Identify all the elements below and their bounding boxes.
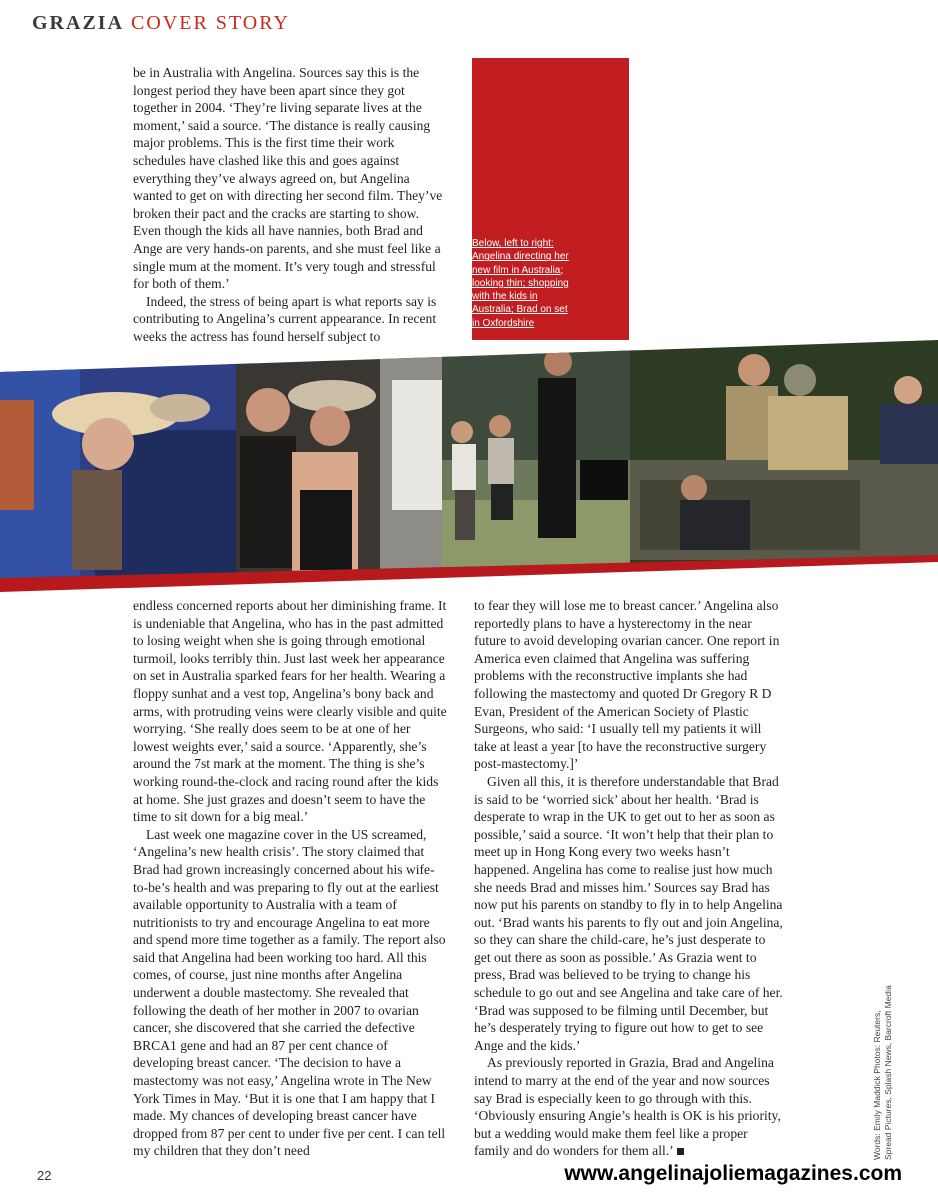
paragraph: Indeed, the stress of being apart is what reports say is contributing to Angelina’s current appearance. In recent weeks the actress has found herself subject to bbox=[133, 293, 437, 344]
website-watermark: www.angelinajoliemagazines.com bbox=[564, 1162, 902, 1185]
end-of-article-mark bbox=[677, 1148, 684, 1155]
credits-line: Words: Emily Maddick Photos: Reuters, bbox=[872, 1010, 882, 1160]
article-column-3 bbox=[474, 597, 784, 1160]
magazine-header bbox=[32, 12, 290, 35]
article-column-1 bbox=[133, 64, 447, 346]
section-label: COVER STORY bbox=[131, 12, 290, 34]
paragraph: Given all this, it is therefore understandable that Brad is said to be ‘worried sick’ about her health. ‘Brad is desperate to wrap in the UK to get out to her as soon as possible,’ said a source. ‘It won’t help that their plan to meet up in Hong Kong every two weeks hasn’t happened. Angelina has come to realise just how much she needs Brad and misses him.’ Sources say Brad has now put his parents on standby to fly in to help Angelina out. ‘Brad wants his parents to fly out and join Angelina, so they can share the child-care, he’s just desperate to get out there as soon as possible.’ As Grazia went to press, Brad was believed to be trying to change his schedule to go out and see Angelina and take care of her. ‘Brad was supposed to be filming until December, but he’s desperately trying to figure out how to get to see Ange and the kids.’ bbox=[474, 773, 783, 1053]
paragraph: Last week one magazine cover in the US screamed, ‘Angelina’s new health crisis’. The story claimed that Brad had grown increasingly concerned about his wife-to-be’s health and was preparing to fly out at the earliest available opportunity to Australia with a team of nutritionists to try and encourage Angelina to eat more and spend more time together as a family. The report also said that Angelina had been working too hard. All this comes, of course, just nine months after Angelina underwent a double mastectomy. She revealed that following the death of her mother in 2007 to ovarian cancer, she discovered that she carried the defective BRCA1 gene and had an 87 per cent chance of developing breast cancer. ‘The decision to have a mastectomy was not easy,’ Angelina wrote in The New York Times in May. ‘But it is one that I am happy that I made. My chances of developing breast cancer have dropped from 87 per cent to under five per cent. I can tell my children that they don’t need bbox=[133, 826, 446, 1159]
photo-caption: Below, left to right: Angelina directing her new film in Australia; looking thin; shopping with the kids in Australia; Brad on set in Oxfordshire bbox=[472, 238, 569, 329]
magazine-brand: GRAZIA bbox=[32, 12, 125, 34]
photo-strip bbox=[0, 340, 938, 592]
article-column-2 bbox=[133, 597, 447, 1160]
photo-shopping-kids bbox=[442, 340, 630, 592]
credits-line: Spread Pictures, Splash News, Barcroft Media bbox=[883, 985, 893, 1160]
closing-text: As previously reported in Grazia, Brad and Angelina intend to marry at the end of the year and now sources say Brad is especially keen to go through with this. ‘Obviously ensuring Angie’s health is OK is his priority, but a wedding would make them feel like a proper family and do wonders for them all.’ bbox=[474, 1055, 781, 1159]
paragraph: endless concerned reports about her diminishing frame. It is undeniable that Angelina, who has in the past admitted to losing weight when she is going through emotional turmoil, looks terribly thin. Just last week her appearance on set in Australia sparked fears for her health. Wearing a floppy sunhat and a vest top, Angelina’s bony back and arms, with protruding veins were clearly visible and quite worrying. ‘She really does seem to be at one of her lowest weights ever,’ said a source. ‘Apparently, she’s around the 7st mark at the moment. The thing is she’s working round-the-clock and racing round after the kids at home. She just grazes and doesn’t seem to have the time to sit down for a big meal.’ bbox=[133, 598, 447, 825]
paragraph: to fear they will lose me to breast cancer.’ Angelina also reportedly plans to have a hysterectomy in the near future to avoid developing ovarian cancer. One report in America even claimed that Angelina was suffering problems with the reconstructive implants she had following the mastectomy and quoted Dr Gregory R D Evan, President of the American Society of Plastic Surgeons, who said: ‘I usually tell my patients it will take at least a year [to have the reconstructive surgery post-mastectomy.]’ bbox=[474, 598, 780, 772]
photo-looking-thin bbox=[236, 340, 442, 592]
page-number: 22 bbox=[37, 1168, 52, 1183]
paragraph bbox=[474, 1054, 784, 1160]
photo-brad-on-set bbox=[630, 340, 938, 592]
photo-directing bbox=[0, 340, 240, 592]
paragraph: be in Australia with Angelina. Sources say this is the longest period they have been apart since they got together in 2004. ‘They’re living separate lives at the moment,’ said a source. ‘The distance is really causing major problems. This is the first time their work schedules have clashed like this and goes against everything they’ve always agreed on, but Angelina wanted to get on with directing her second film. They’ve broken their pact and the cracks are starting to show. Even though the kids all have nannies, both Brad and Ange are very hands-on parents, and she must feel like a single mum at the moment. It’s very tough and stressful for both of them.’ bbox=[133, 65, 443, 292]
photo-credits bbox=[872, 985, 894, 1160]
